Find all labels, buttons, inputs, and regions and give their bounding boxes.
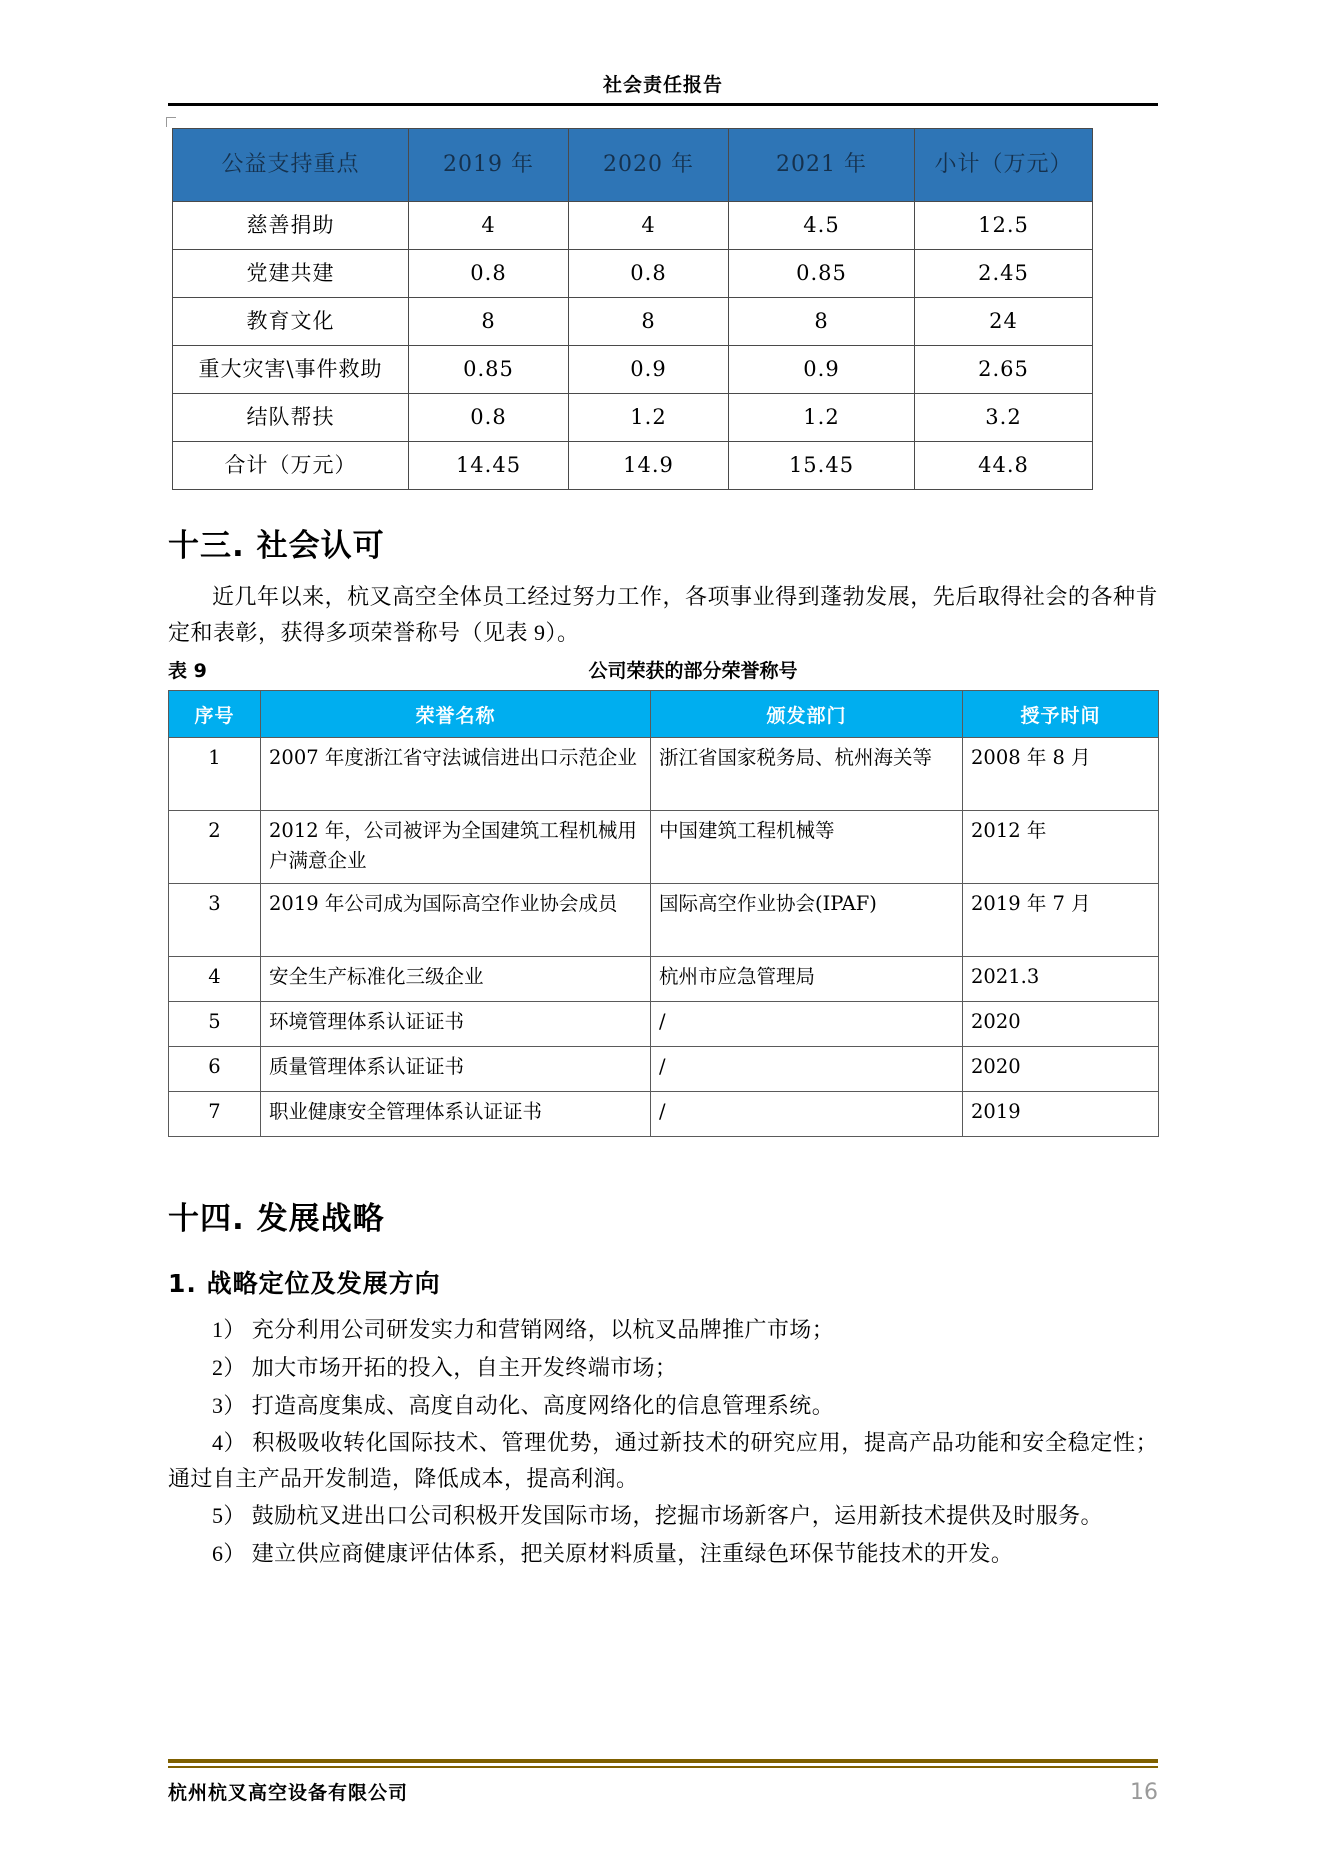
cell-2020: 0.8 [569,250,729,298]
cell-date: 2019 年 7 月 [963,884,1159,957]
cell-issuer: / [651,1092,963,1137]
cell-2021: 8 [729,298,915,346]
running-header-title: 社会责任报告 [602,74,723,96]
cell-2019: 0.8 [409,394,569,442]
table-total-row [173,442,1093,490]
table-corner-marker [166,117,176,127]
column-header-2020: 2020 年 [569,129,729,202]
list-item-text: 3） 打造高度集成、高度自动化、高度网络化的信息管理系统。 [212,1392,835,1418]
cell-2019: 0.8 [409,250,569,298]
cell-2021: 0.85 [729,250,915,298]
table-row [169,884,1159,957]
cell-date: 2008 年 8 月 [963,738,1159,811]
table9-caption [168,656,1158,686]
cell-no: 3 [169,884,261,957]
cell-2021: 15.45 [729,442,915,490]
cell-item: 重大灾害\事件救助 [173,346,409,394]
footer-company-name: 杭州杭叉高空设备有限公司 [168,1782,409,1804]
cell-subtotal: 2.45 [915,250,1093,298]
cell-issuer: / [651,1047,963,1092]
list-item [168,1350,1158,1386]
subsection-heading-strategy: 1. 战略定位及发展方向 [168,1269,441,1299]
column-header-no: 序号 [169,691,261,738]
section-13-paragraph: 近几年以来，杭叉高空全体员工经过努力工作，各项事业得到蓬勃发展，先后取得社会的各种肯定和表彰，获得多项荣誉称号（见表 9）。 [168,584,1158,645]
footer-divider [168,1759,1158,1768]
list-item-text: 6） 建立供应商健康评估体系，把关原材料质量，注重绿色环保节能技术的开发。 [212,1541,1014,1566]
welfare-support-table [172,128,1093,490]
cell-subtotal: 44.8 [915,442,1093,490]
cell-honor: 质量管理体系认证证书 [261,1047,651,1092]
welfare-table-wrapper [168,128,1158,490]
cell-issuer: 国际高空作业协会(IPAF) [651,884,963,957]
table-header-row [169,691,1159,738]
cell-date: 2021.3 [963,957,1159,1002]
table-row [173,394,1093,442]
cell-no: 7 [169,1092,261,1137]
table9-caption-label: 表 9 [168,660,207,683]
list-item [168,1388,1158,1424]
list-item [168,1536,1158,1572]
table-row [169,1047,1159,1092]
cell-2019: 8 [409,298,569,346]
cell-issuer: 浙江省国家税务局、杭州海关等 [651,738,963,811]
cell-honor: 职业健康安全管理体系认证证书 [261,1092,651,1137]
footer [168,1778,1158,1805]
list-item [168,1498,1158,1534]
cell-honor: 2012 年，公司被评为全国建筑工程机械用户满意企业 [261,811,651,884]
table-row [173,250,1093,298]
cell-subtotal: 2.65 [915,346,1093,394]
cell-date: 2020 [963,1002,1159,1047]
cell-no: 4 [169,957,261,1002]
table-row [173,298,1093,346]
cell-item: 慈善捐助 [173,202,409,250]
table9-caption-title: 公司荣获的部分荣誉称号 [588,660,798,683]
header-divider [168,103,1158,106]
cell-2021: 4.5 [729,202,915,250]
cell-subtotal: 12.5 [915,202,1093,250]
footer-rule-thick [168,1759,1158,1763]
cell-item: 合计（万元） [173,442,409,490]
cell-2020: 0.9 [569,346,729,394]
cell-no: 1 [169,738,261,811]
list-item-text: 1） 充分利用公司研发实力和营销网络，以杭叉品牌推广市场； [212,1317,835,1343]
cell-subtotal: 24 [915,298,1093,346]
section-heading-13: 十三. 社会认可 [168,528,385,564]
list-item-text: 5） 鼓励杭叉进出口公司积极开发国际市场，挖掘市场新客户，运用新技术提供及时服务。 [212,1503,1103,1529]
cell-2020: 8 [569,298,729,346]
cell-date: 2012 年 [963,811,1159,884]
list-item-text: 2） 加大市场开拓的投入，自主开发终端市场； [212,1354,678,1380]
footer-rule-thin [168,1766,1158,1768]
cell-2020: 4 [569,202,729,250]
cell-no: 5 [169,1002,261,1047]
cell-honor: 2007 年度浙江省守法诚信进出口示范企业 [261,738,651,811]
list-item [168,1312,1158,1348]
cell-honor: 2019 年公司成为国际高空作业协会成员 [261,884,651,957]
table-row [169,811,1159,884]
column-header-2019: 2019 年 [409,129,569,202]
column-header-2021: 2021 年 [729,129,915,202]
table-row [169,1092,1159,1137]
cell-honor: 环境管理体系认证证书 [261,1002,651,1047]
cell-2021: 0.9 [729,346,915,394]
section-heading-14: 十四. 发展战略 [168,1201,385,1238]
cell-issuer: / [651,1002,963,1047]
strategy-list [168,1312,1158,1571]
table-row [169,957,1159,1002]
cell-subtotal: 3.2 [915,394,1093,442]
cell-item: 结队帮扶 [173,394,409,442]
cell-issuer: 杭州市应急管理局 [651,957,963,1002]
cell-2019: 14.45 [409,442,569,490]
column-header-subtotal: 小计（万元） [915,129,1093,202]
cell-date: 2019 [963,1092,1159,1137]
table-row [173,202,1093,250]
cell-2021: 1.2 [729,394,915,442]
cell-honor: 安全生产标准化三级企业 [261,957,651,1002]
list-item [168,1425,1158,1496]
column-header-date: 授予时间 [963,691,1159,738]
cell-no: 2 [169,811,261,884]
cell-date: 2020 [963,1047,1159,1092]
cell-2019: 0.85 [409,346,569,394]
cell-2020: 14.9 [569,442,729,490]
cell-no: 6 [169,1047,261,1092]
footer-page-number: 16 [1130,1780,1158,1805]
column-header-focus: 公益支持重点 [173,129,409,202]
cell-2020: 1.2 [569,394,729,442]
cell-item: 党建共建 [173,250,409,298]
cell-issuer: 中国建筑工程机械等 [651,811,963,884]
table-row [169,1002,1159,1047]
table-header-row [173,129,1093,202]
table-row [173,346,1093,394]
column-header-issuer: 颁发部门 [651,691,963,738]
cell-item: 教育文化 [173,298,409,346]
company-honors-table [168,690,1159,1137]
list-item-text: 4） 积极吸收转化国际技术、管理优势，通过新技术的研究应用，提高产品功能和安全稳定性；通过自主产品开发制造，降低成本，提高利润。 [168,1430,1158,1491]
cell-2019: 4 [409,202,569,250]
column-header-honor: 荣誉名称 [261,691,651,738]
page-content [168,120,1158,1574]
table-row [169,738,1159,811]
